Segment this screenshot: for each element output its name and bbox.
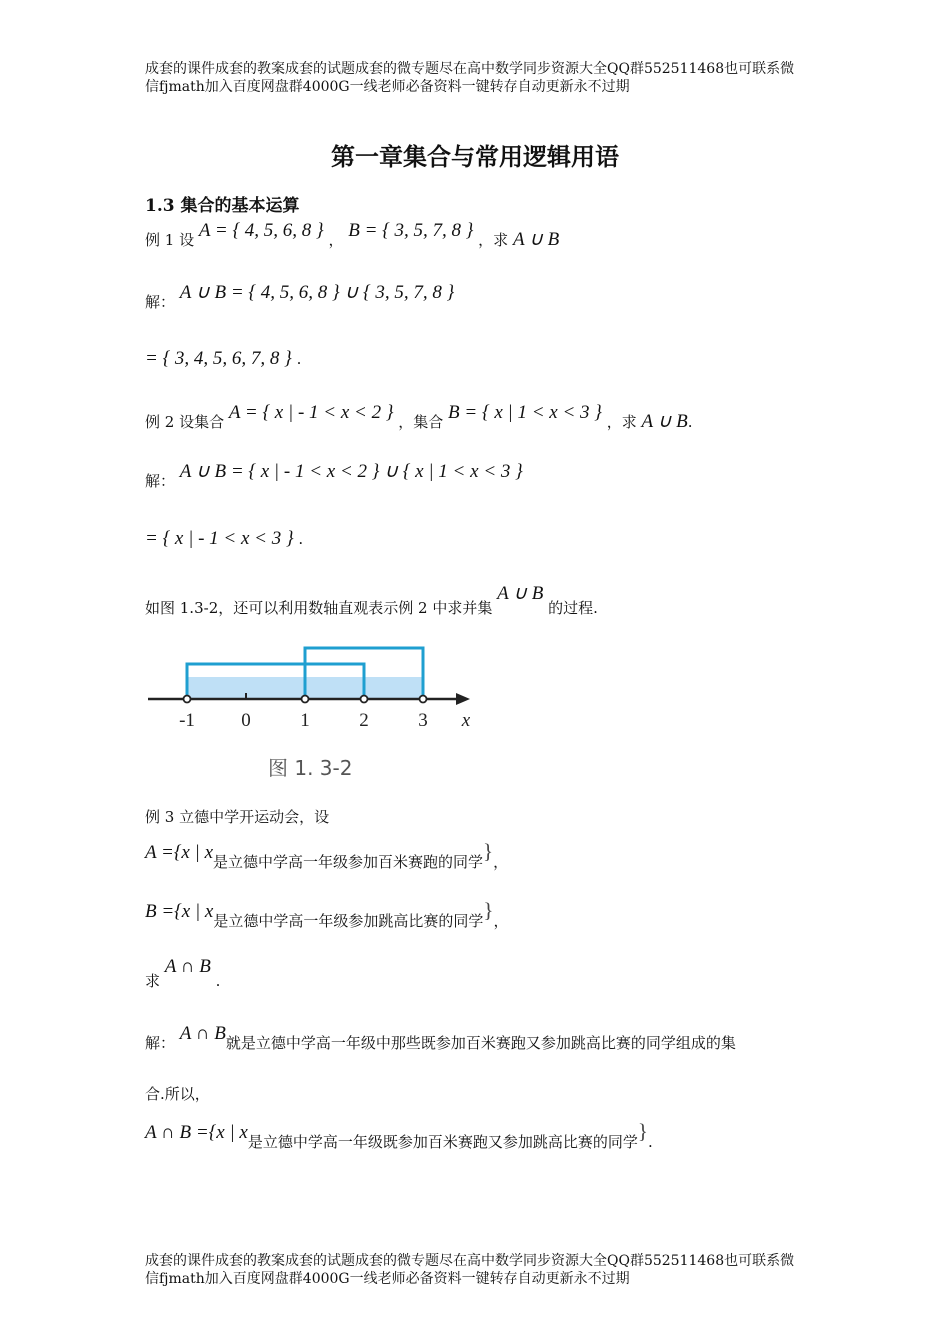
example-1-sep-2: ，求 [478,231,509,249]
example-2-set-b: B = { x | 1 < x < 3 } [448,402,602,423]
example-1-solution-expr-1: A ∪ B = { 4, 5, 6, 8 } ∪ { 3, 5, 7, 8 } [179,282,455,303]
example-2-solution-label: 解： [145,472,176,490]
example-1-statement [145,220,560,251]
open-point-2 [361,696,368,703]
example-2-end-dot: . [687,413,693,431]
tick-label-2: 2 [359,710,369,731]
example-1-end: . [296,350,302,368]
example-3-final-math: A ∩ B ={x | x [145,1122,248,1143]
number-line-figure [140,640,480,740]
example-3-solution-text: 就是立德中学高一年级中那些既参加百米赛跑又参加跳高比赛的同学组成的集 [225,1034,736,1052]
example-3-set-a-text: 是立德中学高一年级参加百米赛跑的同学 [213,853,484,871]
example-1-label: 例 1 设 [145,231,195,249]
example-2-solution-line-1 [145,461,523,492]
section-heading: 1.3 集合的基本运算 [145,196,300,216]
example-3-set-a-close: } [483,839,494,863]
example-1-set-b: B = { 3, 5, 7, 8 } [348,220,474,241]
example-2-solution-line-2 [145,528,303,550]
example-3-ask-math: A ∩ B [164,956,211,977]
example-2-solution-expr-2: = { x | - 1 < x < 3 } [145,528,294,549]
example-1-solution-expr-2: = { 3, 4, 5, 6, 7, 8 } [145,348,292,369]
example-3-set-b-math: B ={x | x [145,901,214,922]
example-3-solution [145,1023,736,1054]
example-3-set-b-close: } [483,898,494,922]
tick-label-neg1: -1 [179,710,195,731]
example-3-final-text: 是立德中学高一年级既参加百米赛跑又参加跳高比赛的同学 [247,1133,638,1151]
example-3-solution-cont: 合.所以， [145,1085,210,1103]
example-2-solution-expr-1: A ∪ B = { x | - 1 < x < 2 } ∪ { x | 1 < x < 3 } [179,461,523,482]
example-3-ask-end: . [215,972,221,990]
tick-label-0: 0 [241,710,251,731]
example-3-ask-label: 求 [145,972,161,990]
figure-caption: 图 1. 3-2 [268,756,353,780]
tick-label-1: 1 [300,710,310,731]
example-1-set-a: A = { 4, 5, 6, 8 } [198,220,324,241]
example-3-set-b-end: ， [493,912,509,930]
figure-intro-math: A ∪ B [497,583,544,604]
chapter-title: 第一章集合与常用逻辑用语 [331,142,619,171]
example-3-intro: 例 3 立德中学开运动会，设 [145,808,330,826]
open-point-1 [302,696,309,703]
bottom-banner [145,1252,825,1288]
top-banner-line-1: 成套的课件成套的教案成套的试题成套的微专题尽在高中数学同步资源大全QQ群552511468也可联系微 [145,61,795,77]
top-banner-line-2: 信fjmath加入百度网盘群4000G一线老师必备资料一键转存自动更新永不过期 [145,79,630,95]
axis-variable-label: x [461,710,471,731]
bottom-banner-line-2: 信fjmath加入百度网盘群4000G一线老师必备资料一键转存自动更新永不过期 [145,1271,630,1287]
figure-intro-after: 的过程. [548,599,598,617]
example-2-sep-2: ，求 [606,413,637,431]
example-2-statement [145,402,693,433]
example-3-ask [145,956,221,992]
example-1-solution-label: 解： [145,293,176,311]
example-3-set-a-math: A ={x | x [145,842,214,863]
figure-intro [145,583,598,619]
example-3-set-a [145,839,509,873]
example-1-solution-line-2 [145,348,301,370]
example-2-set-a: A = { x | - 1 < x < 2 } [228,402,394,423]
example-2-label: 例 2 设集合 [145,413,225,431]
example-3-solution-label: 解： [145,1034,176,1052]
example-1-target: A ∪ B [512,229,560,250]
example-1-sep-1: ， [328,231,344,249]
open-point-3 [420,696,427,703]
top-banner [145,60,825,96]
example-3-set-a-end: ， [493,853,509,871]
example-3-solution-math: A ∩ B [179,1023,226,1044]
example-2-end: . [298,530,304,548]
figure-intro-before: 如图 1.3-2，还可以利用数轴直观表示例 2 中求并集 [145,599,493,617]
open-point-neg1 [184,696,191,703]
example-2-target: A ∪ B [641,411,688,432]
example-1-solution-line-1 [145,282,455,313]
example-3-final-end: . [647,1133,653,1151]
example-3-set-b-text: 是立德中学高一年级参加跳高比赛的同学 [213,912,484,930]
example-3-final [145,1119,653,1153]
bottom-banner-line-1: 成套的课件成套的教案成套的试题成套的微专题尽在高中数学同步资源大全QQ群552511468也可联系微 [145,1253,795,1269]
example-3-set-b [145,898,509,932]
tick-label-3: 3 [418,710,428,731]
example-2-sep-1: ，集合 [398,413,444,431]
axis-arrow-icon [456,693,470,705]
example-3-final-close: } [637,1119,648,1143]
